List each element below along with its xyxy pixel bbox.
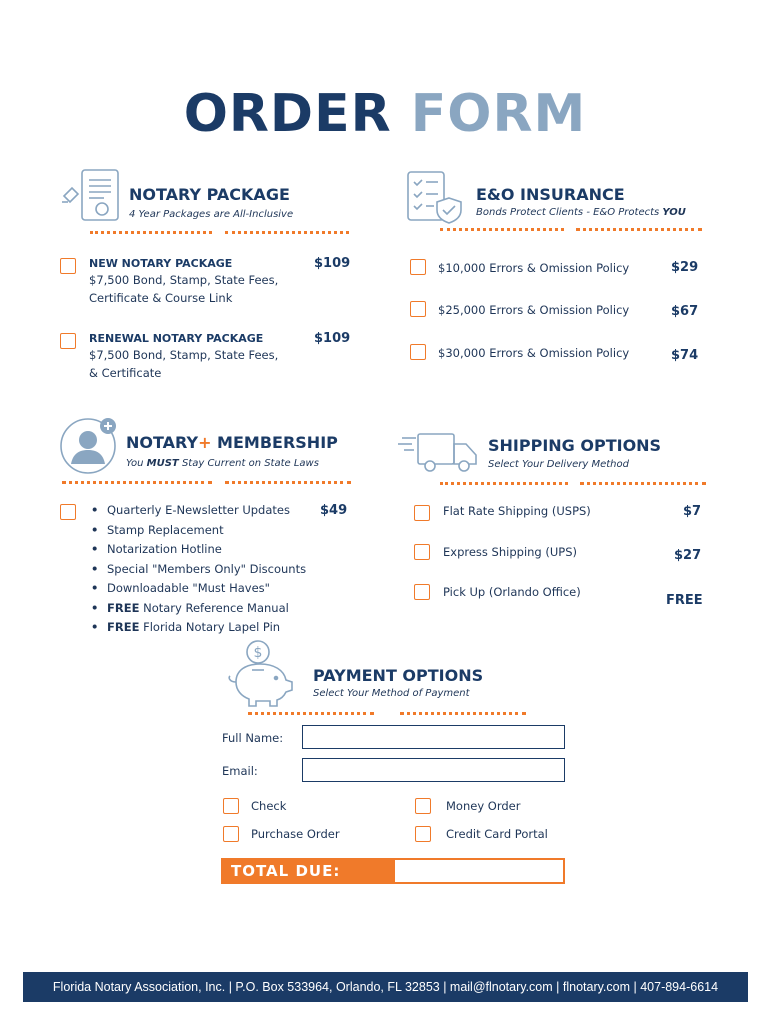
pickup-price: FREE [666, 593, 703, 608]
usps-shipping-price: $7 [683, 504, 702, 519]
new-notary-package-line1: $7,500 Bond, Stamp, State Fees, [89, 273, 279, 287]
checklist-shield-icon [406, 170, 464, 230]
eo-30000-checkbox[interactable] [410, 344, 426, 360]
new-notary-package-checkbox[interactable] [60, 258, 76, 274]
ups-shipping-price: $27 [674, 548, 702, 563]
divider [90, 231, 212, 234]
notary-package-title: NOTARY PACKAGE [129, 185, 290, 204]
new-notary-package-line2: Certificate & Course Link [89, 291, 233, 305]
full-name-field[interactable] [302, 725, 565, 749]
renewal-notary-package-line1: $7,500 Bond, Stamp, State Fees, [89, 348, 279, 362]
divider [62, 481, 212, 484]
list-item: • Downloadable "Must Haves" [91, 579, 306, 599]
purchase-order-label: Purchase Order [251, 827, 340, 841]
check-payment-checkbox[interactable] [223, 798, 239, 814]
total-due-field[interactable] [395, 860, 563, 882]
eo-30000-price: $74 [671, 348, 699, 363]
total-due-box [221, 858, 565, 884]
purchase-order-checkbox[interactable] [223, 826, 239, 842]
list-item: • FREE Florida Notary Lapel Pin [91, 618, 306, 638]
renewal-notary-package-price: $109 [314, 331, 351, 346]
renewal-notary-package-checkbox[interactable] [60, 333, 76, 349]
divider [440, 482, 568, 485]
svg-text:$: $ [253, 645, 263, 661]
new-notary-package-price: $109 [314, 256, 351, 271]
eo-25000-price: $67 [671, 304, 699, 319]
eo-10000-price: $29 [671, 260, 699, 275]
document-certificate-icon [58, 166, 124, 228]
pickup-label: Pick Up (Orlando Office) [443, 585, 581, 599]
eo-25000-checkbox[interactable] [410, 301, 426, 317]
delivery-truck-icon [398, 432, 482, 480]
credit-card-portal-checkbox[interactable] [415, 826, 431, 842]
payment-title: PAYMENT OPTIONS [313, 666, 484, 685]
piggy-bank-icon [222, 638, 298, 712]
page-title: ORDER FORM [183, 84, 587, 144]
usps-shipping-checkbox[interactable] [414, 505, 430, 521]
footer-contact-bar: Florida Notary Association, Inc. | P.O. Box 533964, Orlando, FL 32853 | mail@flnotary.com | flnotary.com | 407-894-6614 [23, 972, 748, 1002]
money-order-label: Money Order [446, 799, 521, 813]
divider [576, 228, 702, 231]
user-plus-icon [58, 416, 120, 482]
membership-checkbox[interactable] [60, 504, 76, 520]
renewal-notary-package-line2: & Certificate [89, 366, 162, 380]
full-name-label: Full Name: [222, 731, 284, 745]
pickup-checkbox[interactable] [414, 584, 430, 600]
eo-30000-label: $30,000 Errors & Omission Policy [438, 346, 630, 360]
usps-shipping-label: Flat Rate Shipping (USPS) [443, 504, 591, 518]
check-payment-label: Check [251, 799, 287, 813]
eo-10000-label: $10,000 Errors & Omission Policy [438, 261, 630, 275]
list-item: • FREE Notary Reference Manual [91, 599, 306, 619]
email-field[interactable] [302, 758, 565, 782]
payment-subtitle: Select Your Method of Payment [313, 688, 470, 699]
eo-insurance-subtitle: Bonds Protect Clients - E&O Protects YOU [476, 207, 686, 218]
divider [225, 231, 349, 234]
renewal-notary-package-title: RENEWAL NOTARY PACKAGE [89, 332, 264, 345]
shipping-subtitle: Select Your Delivery Method [488, 459, 629, 470]
notary-package-subtitle: 4 Year Packages are All-Inclusive [129, 209, 294, 220]
eo-10000-checkbox[interactable] [410, 259, 426, 275]
new-notary-package-title: NEW NOTARY PACKAGE [89, 257, 233, 270]
divider [400, 712, 526, 715]
list-item: • Special "Members Only" Discounts [91, 560, 306, 580]
eo-25000-label: $25,000 Errors & Omission Policy [438, 303, 630, 317]
divider [580, 482, 706, 485]
email-label: Email: [222, 764, 258, 778]
divider [248, 712, 374, 715]
membership-title: NOTARY+ MEMBERSHIP [126, 433, 338, 452]
membership-price: $49 [320, 503, 348, 518]
divider [440, 228, 564, 231]
membership-subtitle: You MUST Stay Current on State Laws [126, 458, 319, 469]
ups-shipping-checkbox[interactable] [414, 544, 430, 560]
ups-shipping-label: Express Shipping (UPS) [443, 545, 578, 559]
total-due-label: TOTAL DUE: [231, 862, 341, 880]
membership-benefits-list [91, 501, 306, 638]
list-item: • Stamp Replacement [91, 521, 306, 541]
list-item: • Notarization Hotline [91, 540, 306, 560]
list-item: • Quarterly E-Newsletter Updates [91, 501, 306, 521]
money-order-checkbox[interactable] [415, 798, 431, 814]
eo-insurance-title: E&O INSURANCE [476, 185, 625, 204]
credit-card-portal-label: Credit Card Portal [446, 827, 548, 841]
divider [225, 481, 351, 484]
shipping-title: SHIPPING OPTIONS [488, 436, 662, 455]
